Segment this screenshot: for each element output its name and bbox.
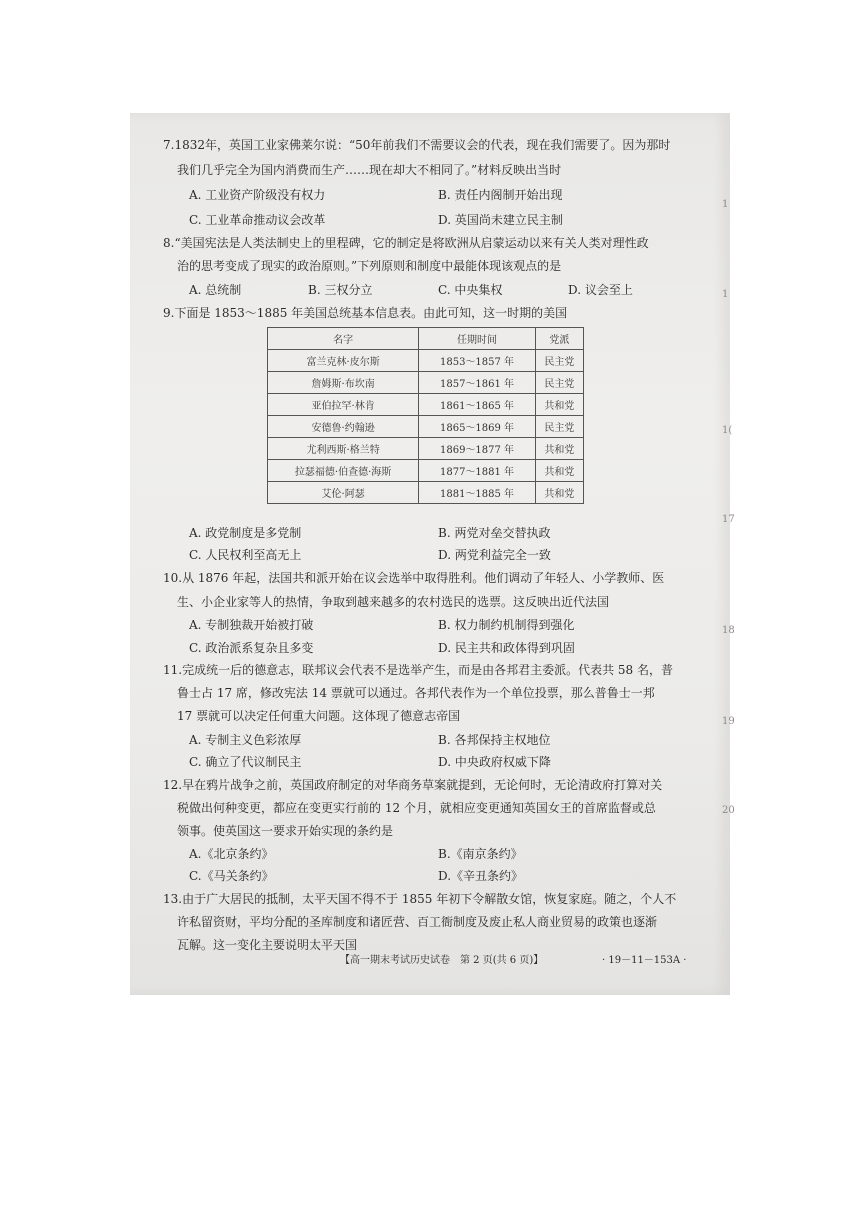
table-cell-party: 共和党 [535,438,583,460]
exam-code: · 19－11－153A · [602,955,687,966]
table-cell-name: 富兰克林·皮尔斯 [268,350,419,372]
q11-option-c: C. 确立了代议制民主 [189,755,302,769]
table-cell-name: 尤利西斯·格兰特 [268,438,419,460]
table-cell-term: 1853～1857 年 [419,350,536,372]
edge-number: 1( [722,425,733,436]
q7-line2: 我们几乎完全为国内消费而生产……现在却大不相同了。”材料反映出当时 [177,163,562,177]
q8-line2: 治的思考变成了现实的政治原则。”下列原则和制度中最能体现该观点的是 [177,259,562,273]
edge-number: 20 [722,805,735,816]
q13-line2: 许私留资财，平均分配的圣库制度和诸匠营、百工衙制度及废止私人商业贸易的政策也逐渐 [177,915,658,929]
q12-option-d: D.《辛丑条约》 [438,869,524,883]
q8-option-d: D. 议会至上 [568,283,633,297]
q11-option-d: D. 中央政府权威下降 [438,755,551,769]
q13-line3: 瓦解。这一变化主要说明太平天国 [177,938,358,952]
q11-line1: 11.完成统一后的德意志，联邦议会代表不是选举产生，而是由各邦君主委派。代表共 58 名，普 [163,663,673,677]
q8-option-a: A. 总统制 [189,283,242,297]
q8-option-b: B. 三权分立 [308,283,373,297]
q7-option-c: C. 工业革命推动议会改革 [189,213,326,227]
page-footer: 【高一期末考试历史试卷 第 2 页(共 6 页)】 [340,955,544,966]
q9-option-b: B. 两党对垒交替执政 [438,526,551,540]
q12-option-a: A.《北京条约》 [189,847,274,861]
q13-line1: 13.由于广大居民的抵制，太平天国不得不于 1855 年初下令解散女馆，恢复家庭。随之，个人不 [163,892,677,906]
table-cell-term: 1861～1865 年 [419,394,536,416]
table-row [268,394,584,416]
table-cell-term: 1869～1877 年 [419,438,536,460]
q11-option-b: B. 各邦保持主权地位 [438,733,551,747]
q8-line1: 8.“美国宪法是人类法制史上的里程碑，它的制定是将欧洲从启蒙运动以来有关人类对理性政 [163,236,649,250]
table-cell-party: 民主党 [535,350,583,372]
q7-option-d: D. 英国尚未建立民主制 [438,213,563,227]
q9-option-c: C. 人民权利至高无上 [189,548,302,562]
table-cell-name: 詹姆斯·布坎南 [268,372,419,394]
table-cell-party: 民主党 [535,372,583,394]
table-cell-term: 1877～1881 年 [419,460,536,482]
table-cell-term: 1865～1869 年 [419,416,536,438]
q11-line3: 17 票就可以决定任何重大问题。这体现了德意志帝国 [177,709,461,723]
table-row [268,372,584,394]
edge-number: 17 [722,514,735,525]
q10-option-c: C. 政治派系复杂且多变 [189,641,314,655]
edge-number: 18 [722,625,735,636]
q10-option-d: D. 民主共和政体得到巩固 [438,641,575,655]
q10-line1: 10.从 1876 年起，法国共和派开始在议会选举中取得胜利。他们调动了年轻人、小学教师、医 [163,571,665,585]
q12-line2: 税做出何种变更，都应在变更实行前的 12 个月，就相应变更通知英国女王的首席监督或总 [177,801,656,815]
q12-option-b: B.《南京条约》 [438,847,523,861]
table-cell-party: 共和党 [535,460,583,482]
q9-line1: 9.下面是 1853～1885 年美国总统基本信息表。由此可知，这一时期的美国 [163,306,568,320]
q9-option-d: D. 两党利益完全一致 [438,548,551,562]
table-cell-name: 亚伯拉罕·林肯 [268,394,419,416]
q10-option-b: B. 权力制约机制得到强化 [438,618,575,632]
q7-option-a: A. 工业资产阶级没有权力 [189,188,326,202]
q11-option-a: A. 专制主义色彩浓厚 [189,733,302,747]
edge-number: 1 [722,289,729,300]
table-row [268,460,584,482]
q12-line1: 12.早在鸦片战争之前，英国政府制定的对华商务草案就提到，无论何时，无论清政府打算对关 [163,778,663,792]
table-row [268,416,584,438]
q10-line2: 生、小企业家等人的热情，争取到越来越多的农村选民的选票。这反映出近代法国 [177,595,610,609]
table-cell-name: 艾伦·阿瑟 [268,482,419,504]
table-row [268,482,584,504]
q11-line2: 鲁士占 17 席，修改宪法 14 票就可以通过。各邦代表作为一个单位投票，那么普鲁士一邦 [177,686,655,700]
table-cell-party: 共和党 [535,482,583,504]
q9-option-a: A. 政党制度是多党制 [189,526,302,540]
table-header: 任期时间 [419,328,536,350]
table-header: 名字 [268,328,419,350]
q7-line1: 7.1832年，英国工业家佛莱尔说：“50年前我们不需要议会的代表，现在我们需要了。因为那时 [163,138,671,152]
exam-page [130,113,735,995]
table-header: 党派 [535,328,583,350]
q12-line3: 领事。使英国这一要求开始实现的条约是 [177,824,394,838]
table-cell-party: 共和党 [535,394,583,416]
table-cell-name: 拉瑟福德·伯查德·海斯 [268,460,419,482]
table-row [268,438,584,460]
table-cell-party: 民主党 [535,416,583,438]
edge-number: 1 [722,199,729,210]
q7-option-b: B. 责任内阁制开始出现 [438,188,563,202]
table-row [268,350,584,372]
table-header-row [268,328,584,350]
table-cell-term: 1857～1861 年 [419,372,536,394]
q10-option-a: A. 专制独裁开始被打破 [189,618,314,632]
q8-option-c: C. 中央集权 [438,283,503,297]
q12-option-c: C.《马关条约》 [189,869,274,883]
president-table [267,327,584,504]
edge-number: 19 [722,716,735,727]
table-cell-name: 安德鲁·约翰逊 [268,416,419,438]
table-cell-term: 1881～1885 年 [419,482,536,504]
